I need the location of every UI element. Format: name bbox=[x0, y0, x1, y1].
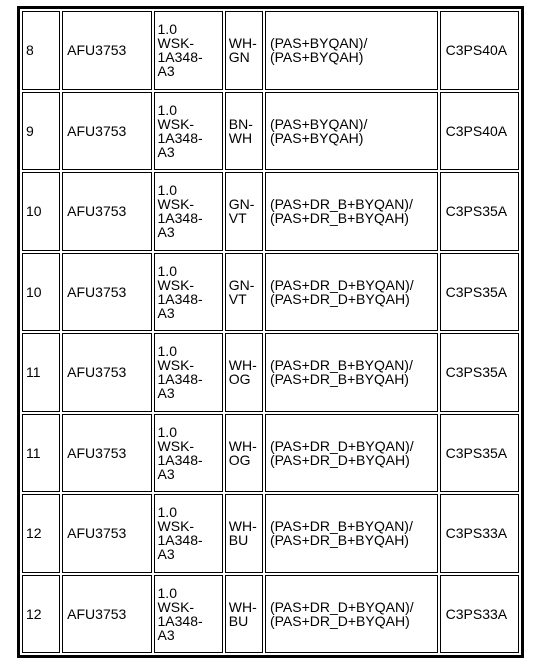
cell-color: BN- WH bbox=[225, 92, 263, 171]
cell-number: 10 bbox=[22, 253, 60, 332]
cell-formula: (PAS+BYQAN)/ (PAS+BYQAH) bbox=[265, 92, 438, 171]
cell-spec: 1.0 WSK- 1A348- A3 bbox=[154, 333, 223, 412]
cell-color: GN- VT bbox=[225, 172, 263, 251]
cell-number: 9 bbox=[22, 92, 60, 171]
cell-code: AFU3753 bbox=[62, 92, 151, 171]
cell-number: 8 bbox=[22, 11, 60, 90]
cell-spec: 1.0 WSK- 1A348- A3 bbox=[154, 172, 223, 251]
wiring-table bbox=[20, 9, 521, 655]
cell-number: 12 bbox=[22, 494, 60, 573]
cell-part: C3PS33A bbox=[440, 575, 519, 654]
cell-spec: 1.0 WSK- 1A348- A3 bbox=[154, 575, 223, 654]
table-row bbox=[22, 11, 519, 90]
cell-code: AFU3753 bbox=[62, 333, 151, 412]
cell-formula: (PAS+DR_B+BYQAN)/ (PAS+DR_B+BYQAH) bbox=[265, 172, 438, 251]
cell-code: AFU3753 bbox=[62, 494, 151, 573]
cell-part: C3PS35A bbox=[440, 253, 519, 332]
cell-part: C3PS35A bbox=[440, 414, 519, 493]
table-row bbox=[22, 92, 519, 171]
cell-formula: (PAS+BYQAN)/ (PAS+BYQAH) bbox=[265, 11, 438, 90]
cell-formula: (PAS+DR_D+BYQAN)/ (PAS+DR_D+BYQAH) bbox=[265, 253, 438, 332]
cell-code: AFU3753 bbox=[62, 414, 151, 493]
cell-number: 10 bbox=[22, 172, 60, 251]
cell-color: WH- BU bbox=[225, 494, 263, 573]
cell-formula: (PAS+DR_D+BYQAN)/ (PAS+DR_D+BYQAH) bbox=[265, 414, 438, 493]
cell-part: C3PS40A bbox=[440, 11, 519, 90]
cell-spec: 1.0 WSK- 1A348- A3 bbox=[154, 494, 223, 573]
table-row bbox=[22, 414, 519, 493]
cell-part: C3PS40A bbox=[440, 92, 519, 171]
table-row bbox=[22, 333, 519, 412]
cell-formula: (PAS+DR_B+BYQAN)/ (PAS+DR_B+BYQAH) bbox=[265, 494, 438, 573]
cell-code: AFU3753 bbox=[62, 11, 151, 90]
cell-spec: 1.0 WSK- 1A348- A3 bbox=[154, 11, 223, 90]
wiring-table-frame bbox=[17, 6, 524, 658]
cell-code: AFU3753 bbox=[62, 172, 151, 251]
cell-number: 11 bbox=[22, 333, 60, 412]
cell-part: C3PS35A bbox=[440, 172, 519, 251]
cell-formula: (PAS+DR_D+BYQAN)/ (PAS+DR_D+BYQAH) bbox=[265, 575, 438, 654]
cell-code: AFU3753 bbox=[62, 253, 151, 332]
cell-part: C3PS35A bbox=[440, 333, 519, 412]
table-row bbox=[22, 494, 519, 573]
cell-color: GN- VT bbox=[225, 253, 263, 332]
cell-color: WH- OG bbox=[225, 333, 263, 412]
cell-color: WH- OG bbox=[225, 414, 263, 493]
cell-color: WH- GN bbox=[225, 11, 263, 90]
cell-spec: 1.0 WSK- 1A348- A3 bbox=[154, 92, 223, 171]
table-row bbox=[22, 172, 519, 251]
cell-spec: 1.0 WSK- 1A348- A3 bbox=[154, 253, 223, 332]
cell-number: 11 bbox=[22, 414, 60, 493]
cell-spec: 1.0 WSK- 1A348- A3 bbox=[154, 414, 223, 493]
table-row bbox=[22, 575, 519, 654]
cell-number: 12 bbox=[22, 575, 60, 654]
cell-part: C3PS33A bbox=[440, 494, 519, 573]
table-row bbox=[22, 253, 519, 332]
cell-formula: (PAS+DR_B+BYQAN)/ (PAS+DR_B+BYQAH) bbox=[265, 333, 438, 412]
cell-code: AFU3753 bbox=[62, 575, 151, 654]
cell-color: WH- BU bbox=[225, 575, 263, 654]
